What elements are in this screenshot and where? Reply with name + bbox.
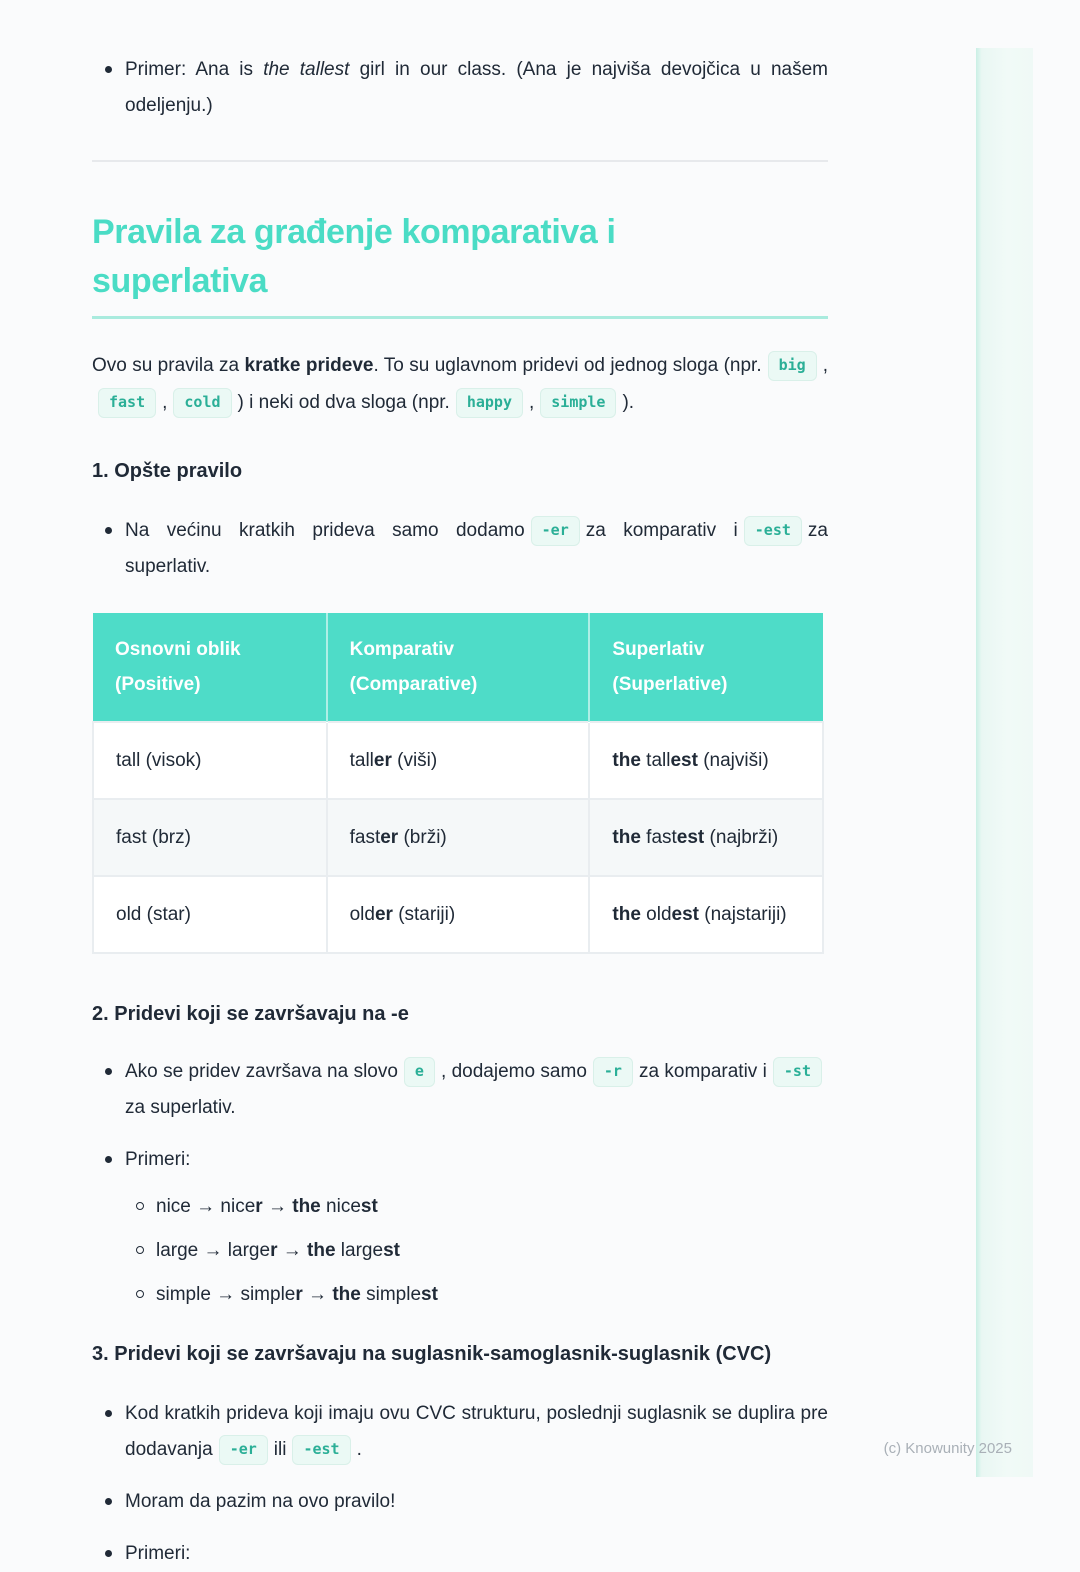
table-row bbox=[93, 876, 823, 953]
page-title-line2: superlativa bbox=[92, 262, 268, 300]
sup-suffix: est bbox=[670, 750, 698, 771]
ex-seg: nice bbox=[320, 1196, 361, 1217]
ex-seg: simple bbox=[360, 1284, 422, 1305]
cell-base: old (star) bbox=[93, 876, 327, 953]
cell-base: fast (brz) bbox=[93, 799, 327, 876]
cell-comparative bbox=[327, 876, 590, 953]
comp-stem: old bbox=[349, 904, 375, 925]
cell-comparative bbox=[327, 799, 590, 876]
table-row bbox=[93, 799, 823, 876]
header-line2: (Positive) bbox=[115, 674, 201, 695]
comp-stem: tall bbox=[349, 750, 374, 771]
ex-bold: st bbox=[421, 1284, 438, 1305]
bullet-dot-icon bbox=[105, 1068, 112, 1075]
s2-p4: za superlativ. bbox=[125, 1097, 236, 1118]
example-post: girl in our class. (Ana je najviša devojčica u našem odeljenju.) bbox=[125, 59, 829, 116]
example-item-text bbox=[156, 1280, 438, 1310]
intro-seg1: Ovo su pravila za bbox=[92, 355, 245, 376]
section-1-bullet-text bbox=[125, 513, 828, 585]
code-chip-happy: happy bbox=[456, 388, 523, 418]
example-sentence-text bbox=[125, 52, 828, 124]
sup-suffix: est bbox=[671, 904, 699, 925]
section-3-bullet-2-text: Moram da pazim na ovo pravilo! bbox=[125, 1491, 396, 1512]
ex-bold: st bbox=[360, 1196, 378, 1217]
copyright-note: (c) Knowunity 2025 bbox=[883, 1440, 1012, 1457]
cell-comparative bbox=[327, 722, 590, 799]
comp-suffix: er bbox=[373, 750, 392, 771]
ex-seg: nice → nice bbox=[156, 1196, 256, 1217]
sup-stem: fast bbox=[640, 827, 677, 848]
header-line1: Osnovni oblik bbox=[115, 639, 241, 660]
bullet-ring-icon bbox=[136, 1290, 144, 1298]
code-chip-est: -est bbox=[292, 1435, 350, 1465]
code-chip-e: e bbox=[404, 1057, 435, 1087]
section-1-title: 1. Opšte pravilo bbox=[92, 460, 243, 482]
section-3-bullet-3-text: Primeri: bbox=[125, 1543, 191, 1564]
sup-note: (najviši) bbox=[697, 750, 769, 771]
table-header-comparative bbox=[327, 613, 590, 722]
page-title bbox=[92, 208, 828, 306]
s2-p2: , dodajemo samo bbox=[440, 1061, 587, 1082]
intro-seg2: . To su uglavnom pridevi od jednog sloga (npr. bbox=[373, 355, 762, 376]
bullet-dot-icon bbox=[105, 66, 112, 73]
section-3-bullet-2 bbox=[92, 1484, 828, 1520]
comp-note: (stariji) bbox=[392, 904, 456, 925]
example-item-text bbox=[156, 1236, 400, 1266]
section-2-title: 2. Pridevi koji se završavaju na -e bbox=[92, 1003, 409, 1025]
example-sentence-bullet bbox=[92, 52, 828, 124]
comp-suffix: er bbox=[380, 827, 399, 848]
sup-the: the bbox=[612, 827, 641, 848]
intro-bold-phrase: kratke prideve bbox=[244, 355, 374, 376]
s3-p2: ili bbox=[273, 1439, 287, 1460]
comma: , bbox=[162, 392, 168, 413]
s1-p1: Na većinu kratkih prideva samo dodamo bbox=[125, 520, 525, 541]
cell-superlative bbox=[589, 876, 823, 953]
intro-seg4: ). bbox=[622, 392, 635, 413]
example-pre: Primer: Ana is bbox=[125, 59, 264, 80]
cell-superlative bbox=[589, 722, 823, 799]
decorative-side-strip bbox=[976, 48, 1033, 1477]
header-line1: Komparativ bbox=[349, 639, 455, 660]
example-item-text bbox=[156, 1192, 378, 1222]
document-content bbox=[92, 0, 828, 1572]
s3-p1: Kod kratkih prideva koji imaju ovu CVC strukturu, poslednji suglasnik se duplira pre dodavanja bbox=[125, 1403, 828, 1460]
sup-note: (najbrži) bbox=[704, 827, 779, 848]
s2-p3: za komparativ i bbox=[638, 1061, 767, 1082]
section-2-bullet bbox=[92, 1054, 828, 1126]
section-2-bullet-text bbox=[125, 1054, 828, 1126]
intro-paragraph bbox=[92, 347, 828, 421]
comp-suffix: er bbox=[374, 904, 393, 925]
code-chip-big: big bbox=[768, 351, 817, 381]
code-chip-r: -r bbox=[593, 1057, 633, 1087]
sup-the: the bbox=[612, 904, 641, 925]
comp-note: (viši) bbox=[391, 750, 438, 771]
comma: , bbox=[822, 355, 828, 376]
s3-p3: . bbox=[356, 1439, 362, 1460]
comp-note: (brži) bbox=[398, 827, 447, 848]
ex-bold: the bbox=[292, 1196, 321, 1217]
comparative-superlative-table bbox=[92, 613, 824, 954]
ex-bold: r bbox=[270, 1240, 278, 1261]
table-row bbox=[93, 722, 823, 799]
cell-base: tall (visok) bbox=[93, 722, 327, 799]
code-chip-fast: fast bbox=[98, 388, 156, 418]
bullet-dot-icon bbox=[105, 1410, 112, 1417]
ex-seg: large bbox=[335, 1240, 384, 1261]
code-chip-er: -er bbox=[531, 516, 580, 546]
table-header-positive bbox=[93, 613, 327, 722]
bullet-dot-icon bbox=[105, 527, 112, 534]
page-title-line1: Pravila za građenje komparativa i bbox=[92, 213, 616, 251]
ex-bold: st bbox=[383, 1240, 400, 1261]
ex-bold: r bbox=[255, 1196, 263, 1217]
s1-p3: za superlativ. bbox=[125, 520, 828, 577]
ex-arrow: → bbox=[302, 1284, 333, 1305]
sup-stem: tall bbox=[640, 750, 671, 771]
examples-label: Primeri: bbox=[125, 1149, 191, 1170]
sup-stem: old bbox=[640, 904, 672, 925]
code-chip-simple: simple bbox=[540, 388, 616, 418]
ex-arrow: → bbox=[277, 1240, 308, 1261]
bullet-ring-icon bbox=[136, 1246, 144, 1254]
code-chip-er: -er bbox=[219, 1435, 268, 1465]
table-header-row bbox=[93, 613, 823, 722]
bullet-dot-icon bbox=[105, 1498, 112, 1505]
comp-stem: fast bbox=[349, 827, 381, 848]
bullet-dot-icon bbox=[105, 1550, 112, 1557]
ex-bold: the bbox=[307, 1240, 336, 1261]
comma: , bbox=[528, 392, 535, 413]
ex-seg: simple → simple bbox=[156, 1284, 296, 1305]
section-divider bbox=[92, 160, 828, 162]
section-3-bullet-1-text bbox=[125, 1396, 828, 1468]
example-item bbox=[136, 1236, 828, 1266]
examples-label-bullet bbox=[92, 1142, 828, 1178]
s2-p1: Ako se pridev završava na slovo bbox=[125, 1061, 398, 1082]
sup-note: (najstariji) bbox=[699, 904, 787, 925]
code-chip-cold: cold bbox=[173, 388, 231, 418]
sup-the: the bbox=[612, 750, 641, 771]
section-1-bullet bbox=[92, 513, 828, 585]
table-header-superlative bbox=[589, 613, 823, 722]
ex-bold: r bbox=[295, 1284, 303, 1305]
code-chip-st: -st bbox=[773, 1057, 822, 1087]
cell-superlative bbox=[589, 799, 823, 876]
example-italic-phrase: the tallest bbox=[263, 59, 350, 80]
bullet-dot-icon bbox=[105, 1156, 112, 1163]
ex-seg: large → large bbox=[156, 1240, 271, 1261]
section-3-bullet-1 bbox=[92, 1396, 828, 1468]
header-line1: Superlativ bbox=[612, 639, 705, 660]
sup-suffix: est bbox=[676, 827, 705, 848]
title-underline bbox=[92, 316, 828, 319]
code-chip-est: -est bbox=[744, 516, 802, 546]
intro-seg3: ) i neki od dva sloga (npr. bbox=[237, 392, 450, 413]
section-3-title: 3. Pridevi koji se završavaju na suglasnik-samoglasnik-suglasnik (CVC) bbox=[92, 1343, 772, 1365]
bullet-ring-icon bbox=[136, 1202, 144, 1210]
example-item bbox=[136, 1280, 828, 1310]
header-line2: (Comparative) bbox=[349, 674, 478, 695]
header-line2: (Superlative) bbox=[612, 674, 728, 695]
ex-bold: the bbox=[332, 1284, 361, 1305]
ex-arrow: → bbox=[262, 1196, 293, 1217]
s1-p2: za komparativ i bbox=[585, 520, 738, 541]
example-item bbox=[136, 1192, 828, 1222]
section-3-bullet-3 bbox=[92, 1536, 828, 1572]
